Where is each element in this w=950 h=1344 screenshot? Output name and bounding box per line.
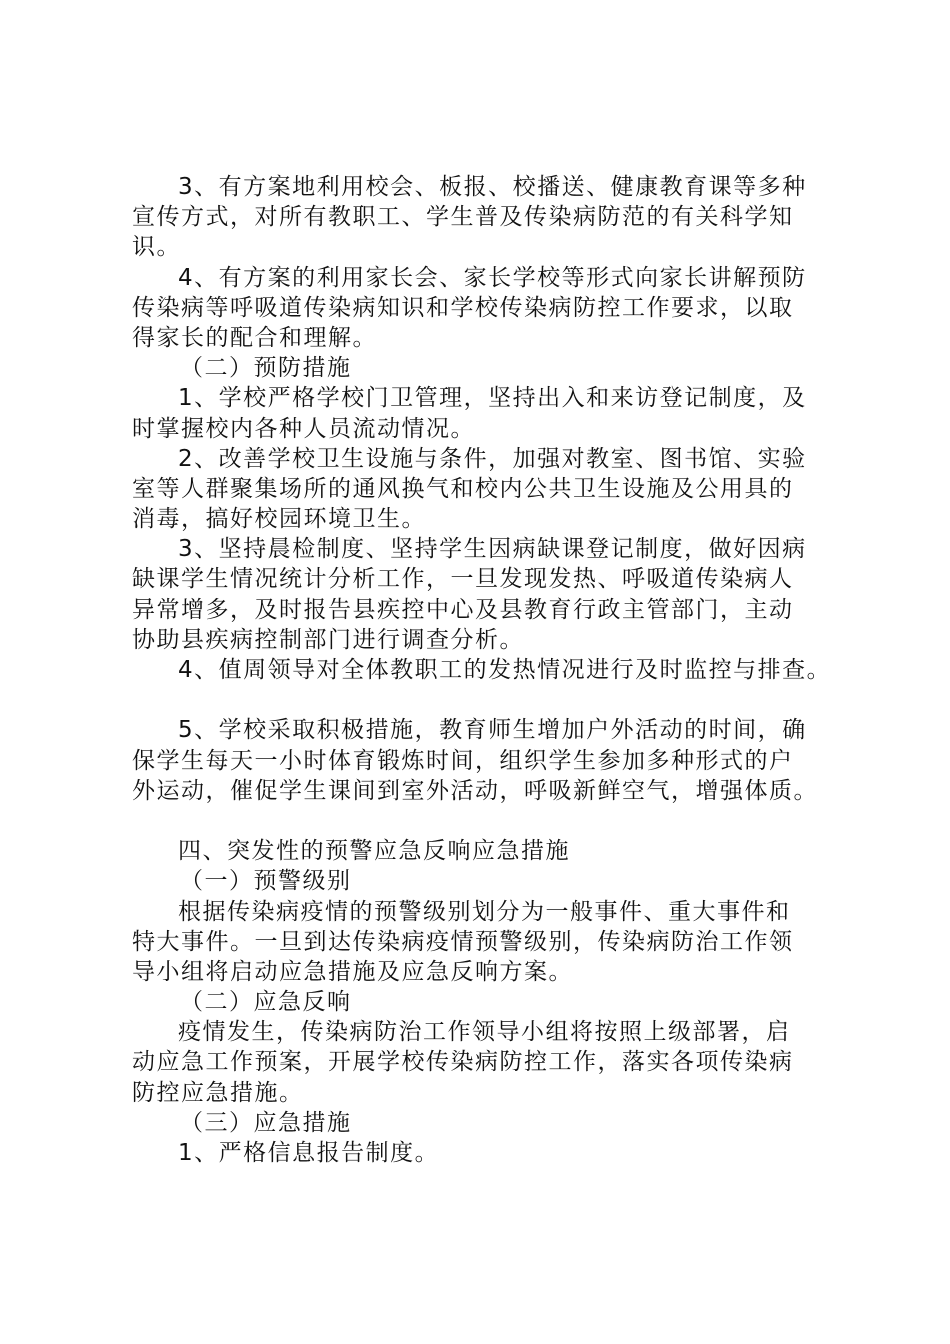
paragraph-line: 4、有方案的利用家长会、家长学校等形式向家长讲解预防 <box>178 264 807 291</box>
section-subheading: （二）预防措施 <box>180 355 352 382</box>
paragraph-line: 特大事件。一旦到达传染病疫情预警级别，传染病防治工作领 <box>132 928 794 955</box>
paragraph-line: 外运动，催促学生课间到室外活动，呼吸新鲜空气，增强体质。 <box>132 777 818 804</box>
blank-line <box>132 806 852 836</box>
paragraph-line: 1、严格信息报告制度。 <box>178 1140 440 1166</box>
paragraph-line: 得家长的配合和理解。 <box>132 324 377 351</box>
paragraph-line: 保学生每天一小时体育锻炼时间，组织学生参加多种形式的户 <box>132 747 794 774</box>
paragraph-line: 导小组将启动应急措施及应急反响方案。 <box>132 958 573 985</box>
paragraph-line: 协助县疾病控制部门进行调查分析。 <box>132 626 524 653</box>
paragraph-line: 消毒，搞好校园环境卫生。 <box>132 506 426 533</box>
section-subheading: （三）应急措施 <box>180 1109 352 1136</box>
paragraph-line: 疫情发生，传染病防治工作领导小组将按照上级部署，启 <box>178 1019 791 1046</box>
paragraph-line: 识。 <box>132 234 181 261</box>
paragraph-line: 动应急工作预案，开展学校传染病防控工作，落实各项传染病 <box>132 1049 794 1076</box>
paragraph-line: 室等人群聚集场所的通风换气和校内公共卫生设施及公用具的 <box>132 475 794 502</box>
paragraph-line: 异常增多，及时报告县疾控中心及县教育行政主管部门，主动 <box>132 596 794 623</box>
paragraph-line: 传染病等呼吸道传染病知识和学校传染病防控工作要求，以取 <box>132 294 794 321</box>
paragraph-line: 3、有方案地利用校会、板报、校播送、健康教育课等多种 <box>178 174 807 200</box>
section-subheading: （二）应急反响 <box>180 989 352 1016</box>
paragraph-line: 宣传方式，对所有教职工、学生普及传染病防范的有关科学知 <box>132 204 794 231</box>
section-heading: 四、突发性的预警应急反响应急措施 <box>178 838 570 865</box>
paragraph-line: 1、学校严格学校门卫管理，坚持出入和来访登记制度，及 <box>178 385 807 412</box>
section-subheading: （一）预警级别 <box>180 868 352 895</box>
paragraph-line: 2、改善学校卫生设施与条件，加强对教室、图书馆、实验 <box>178 445 807 472</box>
paragraph-line: 根据传染病疫情的预警级别划分为一般事件、重大事件和 <box>178 898 791 925</box>
paragraph-line: 防控应急措施。 <box>132 1079 304 1106</box>
document-body <box>132 172 852 1168</box>
blank-line <box>132 685 852 715</box>
paragraph-line: 3、坚持晨检制度、坚持学生因病缺课登记制度，做好因病 <box>178 536 807 563</box>
paragraph-line: 缺课学生情况统计分析工作，一旦发现发热、呼吸道传染病人 <box>132 566 794 593</box>
paragraph-line: 5、学校采取积极措施，教育师生增加户外活动的时间，确 <box>178 717 807 744</box>
paragraph-line: 时掌握校内各种人员流动情况。 <box>132 415 475 442</box>
paragraph-line: 4、值周领导对全体教职工的发热情况进行及时监控与排查。 <box>178 657 832 683</box>
